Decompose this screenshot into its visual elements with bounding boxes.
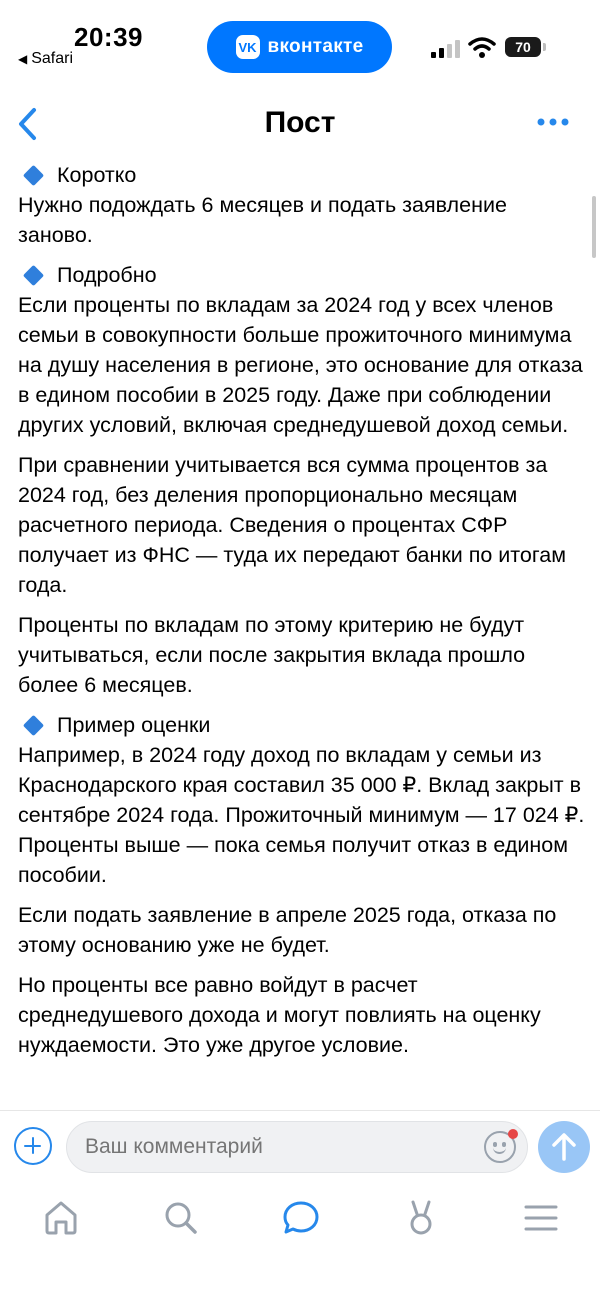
- section-short: [18, 160, 586, 250]
- post-paragraph: Но проценты все равно войдут в расчет среднедушевого дохода и могут повлиять на оценку нуждаемости. Это уже другое условие.: [18, 973, 541, 1057]
- search-icon[interactable]: [161, 1198, 201, 1238]
- blue-diamond-icon: [23, 264, 44, 285]
- section-detailed: [18, 260, 586, 700]
- add-circle-icon[interactable]: [14, 1127, 52, 1165]
- more-horizontal-icon[interactable]: [536, 116, 570, 128]
- clips-icon[interactable]: [401, 1198, 441, 1238]
- wifi-icon: [468, 36, 496, 58]
- battery-cap: [543, 43, 546, 51]
- back-to-app-link[interactable]: [18, 50, 73, 68]
- status-time: 20:39: [74, 22, 143, 52]
- vk-app-name: вконтакте: [267, 36, 364, 57]
- comment-bar: [0, 1110, 600, 1182]
- home-icon[interactable]: [41, 1198, 81, 1238]
- battery-level: 70: [505, 37, 541, 57]
- post-paragraph: Если подать заявление в апреле 2025 года, отказа по этому основанию уже не будет.: [18, 903, 557, 957]
- section-heading-label: Коротко: [57, 163, 137, 187]
- post-paragraph: Нужно подождать 6 месяцев и подать заявление заново.: [18, 193, 507, 247]
- back-triangle-icon: ◀: [18, 52, 28, 66]
- post-body: [18, 160, 586, 1110]
- post-paragraph: Например, в 2024 году доход по вкладам у семьи из Краснодарского края составил 35 000 ₽. Вклад закрыт в сентябре 2024 года. Прожиточный минимум — 17 024 ₽. Проценты выше — пока семья получит отказ в едином пособии.: [18, 743, 585, 887]
- nav-bar: [0, 90, 600, 158]
- tab-bar: [0, 1182, 600, 1303]
- blue-diamond-icon: [23, 164, 44, 185]
- status-bar: [0, 0, 600, 90]
- cellular-signal-icon: [430, 40, 460, 58]
- vk-app-pill[interactable]: [207, 21, 392, 73]
- post-paragraph: При сравнении учитывается вся сумма процентов за 2024 год, без деления пропорционально месяцам расчетного периода. Сведения о процентах СФР получает из ФНС — туда их передают банки по итогам года.: [18, 453, 566, 597]
- page-title: Пост: [264, 106, 336, 139]
- vk-logo-icon: VK: [236, 35, 260, 59]
- back-app-label: Safari: [31, 50, 74, 67]
- section-heading: [18, 160, 586, 190]
- post-paragraph: Если проценты по вкладам за 2024 год у всех членов семьи в совокупности больше прожиточного минимума на душу населения в регионе, это основание для отказа в едином пособии в 2025 году. Даже при соблюдении других условий, включая среднедушевой доход семьи.: [18, 293, 583, 437]
- post-paragraph: Проценты по вкладам по этому критерию не будут учитываться, если после закрытия вклада прошло более 6 месяцев.: [18, 613, 526, 697]
- section-heading-label: Пример оценки: [57, 713, 211, 737]
- section-heading: [18, 710, 586, 740]
- blue-diamond-icon: [23, 714, 44, 735]
- smile-mouth: [493, 1146, 506, 1154]
- section-heading: [18, 260, 586, 290]
- notification-dot: [508, 1129, 518, 1139]
- menu-icon[interactable]: [521, 1198, 561, 1238]
- messages-icon[interactable]: [281, 1198, 321, 1238]
- arrow-up-icon: [538, 1121, 590, 1173]
- battery-icon: [505, 37, 547, 57]
- comment-input[interactable]: [66, 1121, 528, 1173]
- section-example: [18, 710, 586, 1060]
- send-button[interactable]: [538, 1121, 590, 1173]
- section-heading-label: Подробно: [57, 263, 157, 287]
- scrollbar[interactable]: [592, 196, 596, 258]
